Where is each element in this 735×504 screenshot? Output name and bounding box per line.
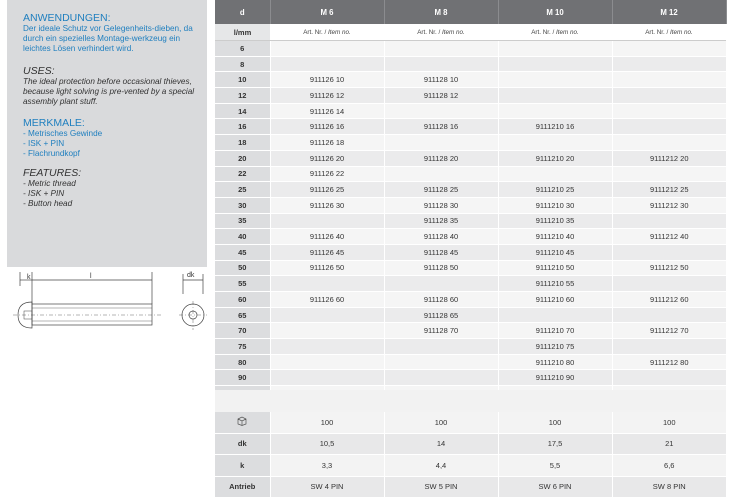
article-number-cell: 9111210 75: [498, 339, 612, 355]
article-number-cell: [498, 307, 612, 323]
table-row: [215, 88, 726, 104]
spec-label: k: [215, 455, 270, 477]
length-cell: 18: [215, 135, 270, 151]
article-number-cell: 911128 70: [384, 323, 498, 339]
article-number-cell: 9111210 55: [498, 276, 612, 292]
length-cell: 70: [215, 323, 270, 339]
article-number-cell: 911128 16: [384, 119, 498, 135]
spec-value: 17,5: [498, 433, 612, 455]
article-number-cell: [270, 339, 384, 355]
art-nr-label: Art. Nr. / Item no.: [498, 24, 612, 41]
merkmale-item: - Flachrundkopf: [23, 149, 80, 159]
anwendungen-text: Der ideale Schutz vor Gelegenheits-dieben, da durch ein spezielles Montage-werkzeug ein leichtes Lösen verhindert wird.: [23, 24, 193, 53]
table-row: [215, 41, 726, 57]
spacer: [215, 390, 726, 412]
article-number-cell: [384, 339, 498, 355]
article-number-cell: 9111212 25: [612, 182, 726, 198]
length-unit-label: l/mm: [215, 24, 270, 41]
header-m12: M 12: [612, 0, 726, 24]
features-item: - Button head: [23, 198, 73, 208]
table-row: [215, 244, 726, 260]
article-number-cell: 9111212 60: [612, 292, 726, 308]
article-number-cell: [612, 103, 726, 119]
table-row: [215, 307, 726, 323]
spec-value: 21: [612, 433, 726, 455]
length-cell: 90: [215, 370, 270, 386]
article-number-cell: [384, 166, 498, 182]
article-number-cell: 911128 45: [384, 244, 498, 260]
article-number-cell: 911128 20: [384, 150, 498, 166]
article-number-cell: 911126 60: [270, 292, 384, 308]
article-number-cell: [612, 135, 726, 151]
article-number-cell: 9111210 60: [498, 292, 612, 308]
spec-label: dk: [215, 433, 270, 455]
length-cell: 30: [215, 197, 270, 213]
article-number-cell: [384, 354, 498, 370]
length-cell: 12: [215, 88, 270, 104]
article-number-cell: 911126 12: [270, 88, 384, 104]
length-cell: 14: [215, 103, 270, 119]
length-cell: 25: [215, 182, 270, 198]
dk-label: dk: [187, 272, 195, 279]
article-number-cell: 9111210 30: [498, 197, 612, 213]
table-row: [215, 119, 726, 135]
article-number-cell: 9111210 25: [498, 182, 612, 198]
spec-row: [215, 476, 726, 498]
article-number-cell: 9111210 50: [498, 260, 612, 276]
article-number-cell: [498, 72, 612, 88]
article-number-cell: 911128 60: [384, 292, 498, 308]
length-cell: 40: [215, 229, 270, 245]
screw-diagram: [7, 268, 207, 348]
article-number-cell: [384, 41, 498, 57]
table-row: [215, 323, 726, 339]
length-cell: 6: [215, 41, 270, 57]
article-number-cell: 911126 22: [270, 166, 384, 182]
header-m10: M 10: [498, 0, 612, 24]
article-number-cell: 911126 10: [270, 72, 384, 88]
uses-text: The ideal protection before occasional thieves, because light solving is pre-vented by a special assembly plant stuff.: [23, 76, 195, 106]
article-number-cell: 9111212 80: [612, 354, 726, 370]
article-number-cell: 911126 20: [270, 150, 384, 166]
merkmale-title: MERKMALE:: [23, 117, 85, 130]
anwendungen-title: ANWENDUNGEN:: [23, 12, 111, 24]
article-number-cell: 911128 10: [384, 72, 498, 88]
spec-value: 6,6: [612, 455, 726, 477]
spec-value: SW 5 PIN: [384, 476, 498, 498]
article-number-cell: [498, 56, 612, 72]
article-number-cell: 9111212 50: [612, 260, 726, 276]
art-nr-label: Art. Nr. / Item no.: [384, 24, 498, 41]
table-row: [215, 339, 726, 355]
info-panel: [7, 0, 207, 267]
article-number-cell: 911128 40: [384, 229, 498, 245]
article-number-cell: [612, 276, 726, 292]
article-number-cell: [384, 103, 498, 119]
length-cell: 8: [215, 56, 270, 72]
article-number-cell: 9111210 45: [498, 244, 612, 260]
features-title: FEATURES:: [23, 167, 82, 180]
article-number-cell: [270, 354, 384, 370]
header-m6: M 6: [270, 0, 384, 24]
article-number-cell: 911126 40: [270, 229, 384, 245]
article-number-cell: [270, 213, 384, 229]
article-number-cell: [612, 213, 726, 229]
article-number-cell: 9111212 30: [612, 197, 726, 213]
article-number-cell: [612, 41, 726, 57]
table-row: [215, 166, 726, 182]
article-number-cell: 911126 18: [270, 135, 384, 151]
table-row: [215, 213, 726, 229]
article-number-cell: [498, 41, 612, 57]
table-row: [215, 260, 726, 276]
spec-value: 5,5: [498, 455, 612, 477]
table-row: [215, 56, 726, 72]
spec-body: [215, 412, 726, 498]
spec-row: [215, 455, 726, 477]
article-number-cell: 911126 14: [270, 103, 384, 119]
article-number-cell: 911126 16: [270, 119, 384, 135]
length-cell: 50: [215, 260, 270, 276]
article-number-cell: 911126 45: [270, 244, 384, 260]
article-number-cell: 911126 50: [270, 260, 384, 276]
spec-label: Antrieb: [215, 476, 270, 498]
k-label: k: [27, 274, 31, 281]
table-row: [215, 292, 726, 308]
spec-value: 100: [612, 412, 726, 433]
length-cell: 45: [215, 244, 270, 260]
length-cell: 10: [215, 72, 270, 88]
spec-table: [215, 412, 726, 498]
length-cell: 60: [215, 292, 270, 308]
article-number-cell: [612, 119, 726, 135]
article-number-cell: [498, 103, 612, 119]
article-number-cell: 9111210 70: [498, 323, 612, 339]
article-number-cell: 911128 25: [384, 182, 498, 198]
spec-value: SW 6 PIN: [498, 476, 612, 498]
spec-value: 100: [498, 412, 612, 433]
article-number-cell: [498, 88, 612, 104]
table-row: [215, 354, 726, 370]
table-row: [215, 370, 726, 386]
article-number-cell: 9111212 40: [612, 229, 726, 245]
table-row: [215, 197, 726, 213]
article-number-cell: [612, 166, 726, 182]
spec-row: [215, 412, 726, 433]
article-number-cell: 911128 50: [384, 260, 498, 276]
article-number-cell: 9111210 40: [498, 229, 612, 245]
article-number-cell: 9111210 90: [498, 370, 612, 386]
article-number-cell: [270, 41, 384, 57]
article-number-cell: [270, 307, 384, 323]
article-number-cell: 911128 65: [384, 307, 498, 323]
spec-value: 100: [384, 412, 498, 433]
l-label: l: [90, 273, 92, 280]
features-item: - ISK + PIN: [23, 189, 65, 199]
article-number-cell: [612, 88, 726, 104]
article-number-cell: [612, 370, 726, 386]
length-cell: 35: [215, 213, 270, 229]
table-row: [215, 150, 726, 166]
header-d: d: [215, 0, 270, 24]
spec-value: 10,5: [270, 433, 384, 455]
article-number-cell: 9111210 35: [498, 213, 612, 229]
spec-row: [215, 433, 726, 455]
article-number-cell: [612, 56, 726, 72]
article-number-cell: [384, 56, 498, 72]
length-cell: 65: [215, 307, 270, 323]
table-row: [215, 182, 726, 198]
article-number-cell: [270, 370, 384, 386]
length-cell: 20: [215, 150, 270, 166]
article-number-cell: 9111210 80: [498, 354, 612, 370]
merkmale-item: - ISK + PIN: [23, 139, 65, 149]
article-number-cell: 9111212 20: [612, 150, 726, 166]
article-number-cell: [270, 56, 384, 72]
table-body: [215, 41, 726, 402]
article-number-cell: 9111212 70: [612, 323, 726, 339]
spec-value: 100: [270, 412, 384, 433]
article-number-cell: 9111210 20: [498, 150, 612, 166]
length-cell: 55: [215, 276, 270, 292]
article-number-cell: [612, 244, 726, 260]
header-m8: M 8: [384, 0, 498, 24]
table-row: [215, 229, 726, 245]
merkmale-item: - Metrisches Gewinde: [23, 129, 103, 139]
article-table: [215, 0, 727, 402]
spec-value: 14: [384, 433, 498, 455]
table-row: [215, 276, 726, 292]
box-icon: [215, 412, 270, 433]
art-nr-label: Art. Nr. / Item no.: [612, 24, 726, 41]
table-row: [215, 103, 726, 119]
art-nr-label: Art. Nr. / Item no.: [270, 24, 384, 41]
article-number-cell: [384, 276, 498, 292]
spec-value: 3,3: [270, 455, 384, 477]
spec-value: SW 8 PIN: [612, 476, 726, 498]
table-row: [215, 72, 726, 88]
article-number-cell: [612, 339, 726, 355]
article-number-cell: [384, 370, 498, 386]
article-number-cell: 9111210 16: [498, 119, 612, 135]
table-row: [215, 135, 726, 151]
article-number-cell: [612, 72, 726, 88]
article-number-cell: [498, 135, 612, 151]
spec-value: SW 4 PIN: [270, 476, 384, 498]
article-number-cell: [612, 307, 726, 323]
length-cell: 75: [215, 339, 270, 355]
length-cell: 22: [215, 166, 270, 182]
spec-value: 4,4: [384, 455, 498, 477]
length-cell: 80: [215, 354, 270, 370]
article-number-cell: [270, 323, 384, 339]
article-number-cell: 911128 12: [384, 88, 498, 104]
article-number-cell: 911126 30: [270, 197, 384, 213]
uses-title: USES:: [23, 64, 55, 77]
length-cell: 16: [215, 119, 270, 135]
article-number-cell: 911128 30: [384, 197, 498, 213]
article-number-cell: 911128 35: [384, 213, 498, 229]
article-number-cell: [270, 276, 384, 292]
features-item: - Metric thread: [23, 179, 76, 189]
article-number-cell: 911126 25: [270, 182, 384, 198]
article-number-cell: [498, 166, 612, 182]
article-number-cell: [384, 135, 498, 151]
